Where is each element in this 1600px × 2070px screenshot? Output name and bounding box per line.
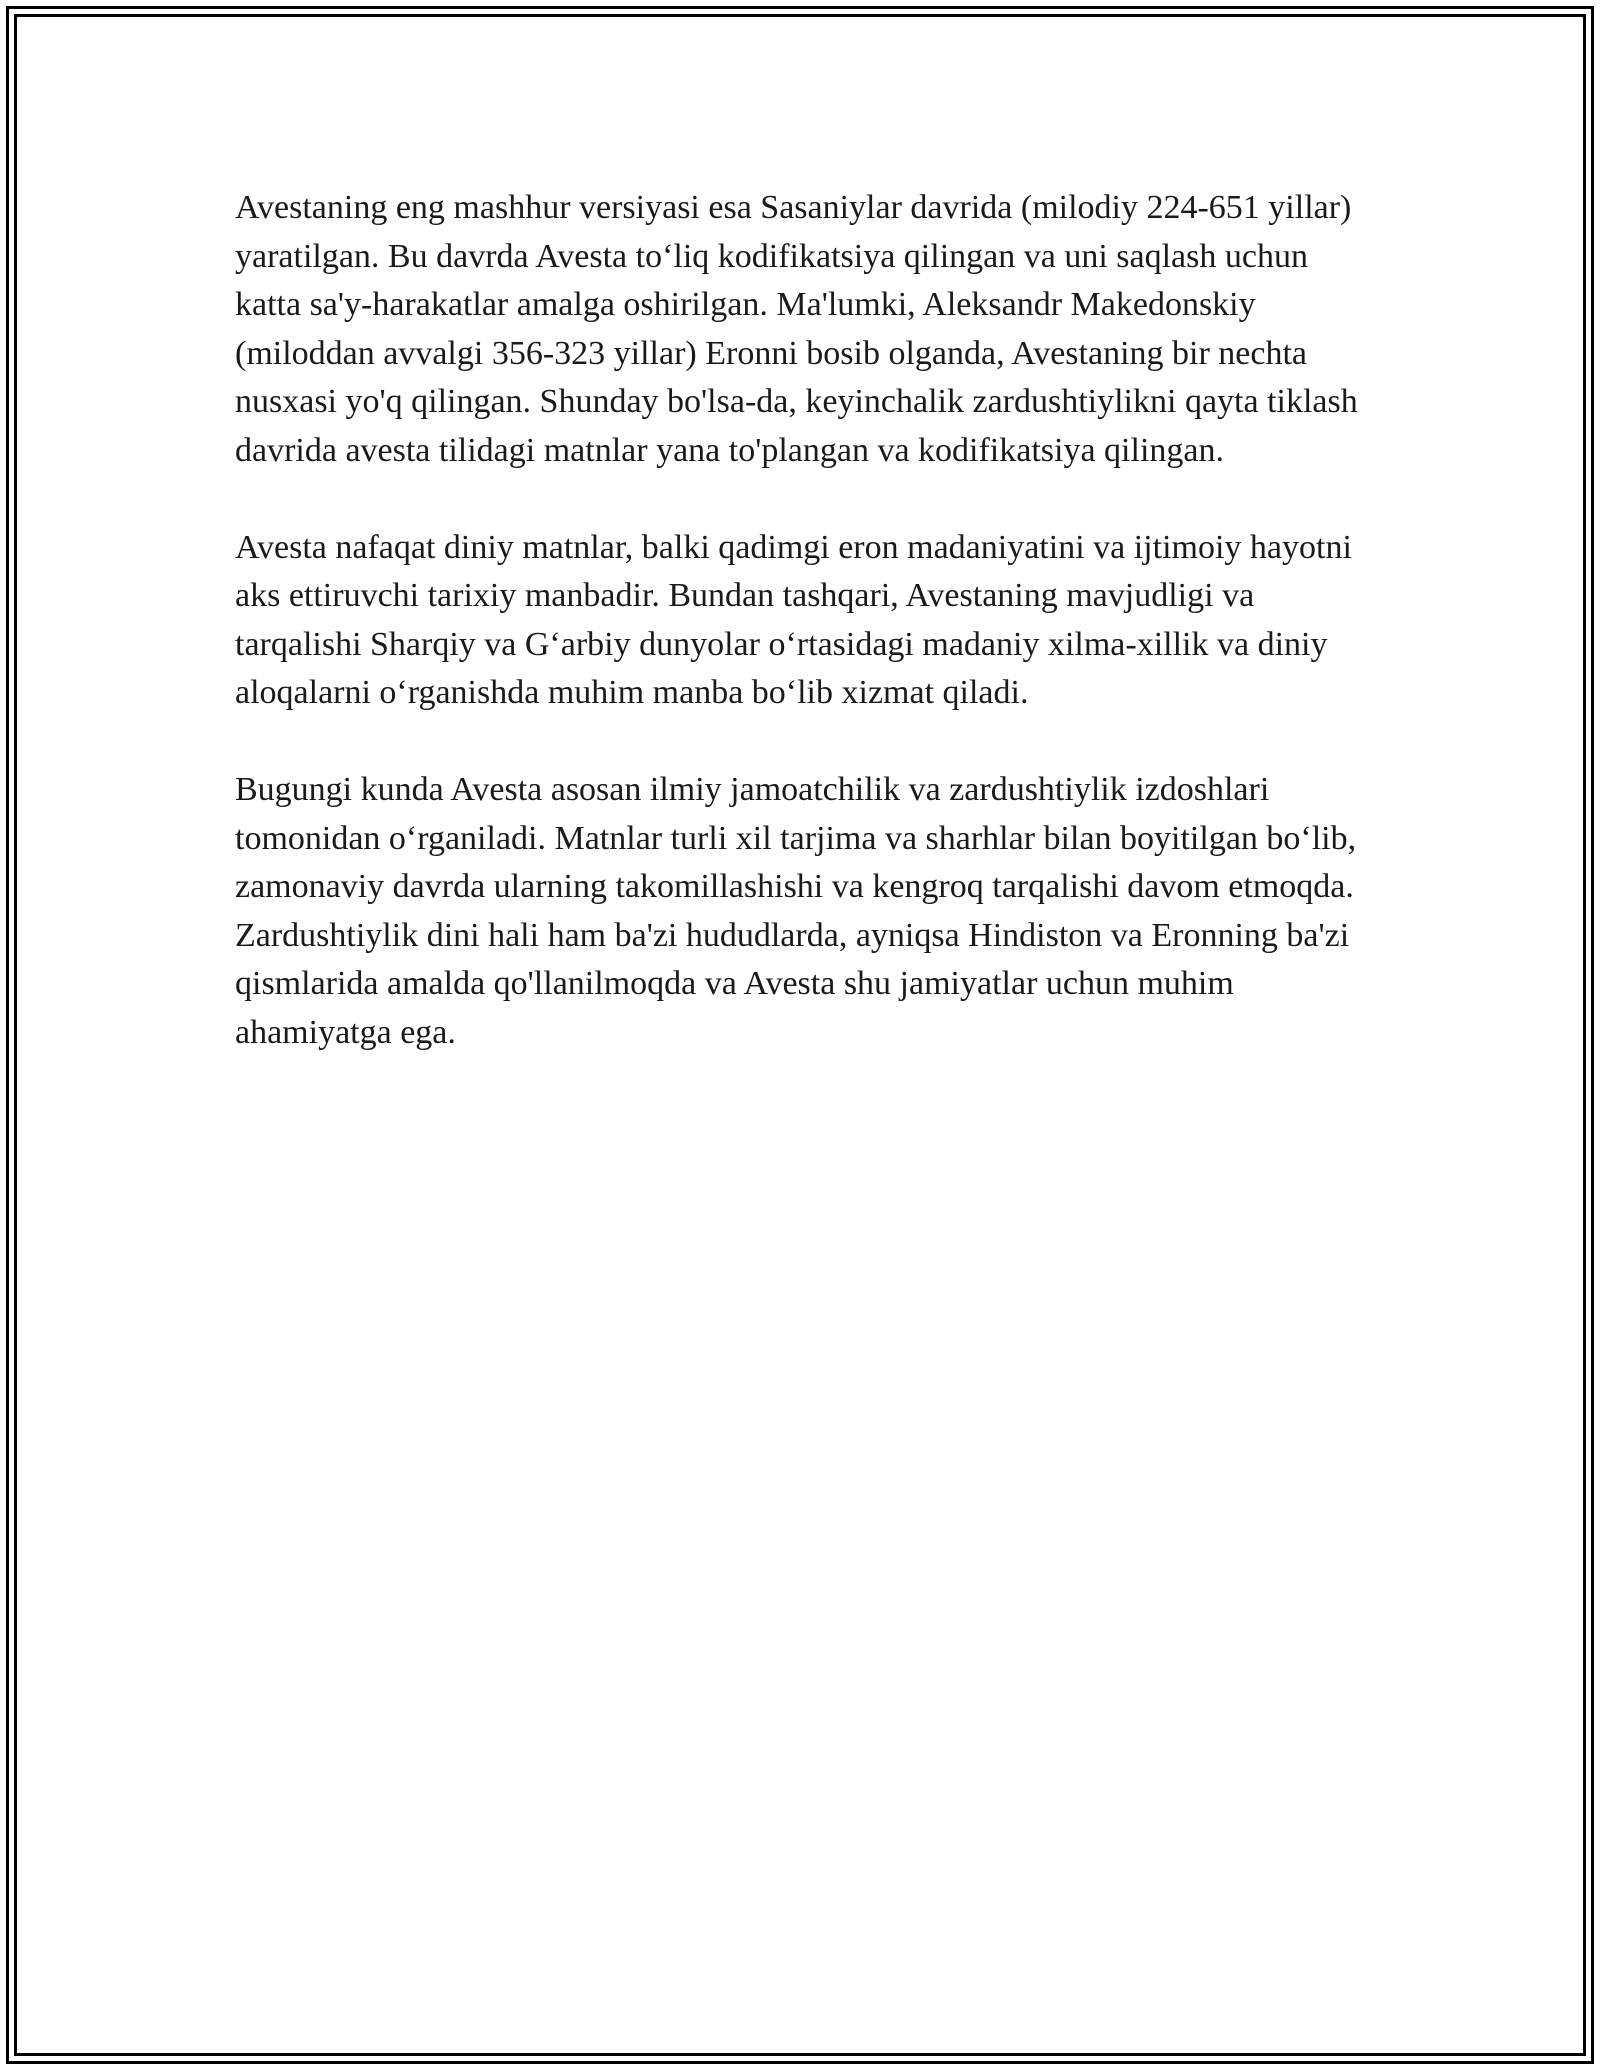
paragraph-2: Avesta nafaqat diniy matnlar, balki qadimgi eron madaniyatini va ijtimoiy hayotni aks ettiruvchi tarixiy manbadir. Bundan tashqari, Avestaning mavjudligi va tarqalishi Sharqiy va G‘arbiy dunyolar o‘rtasidagi madaniy xilma-xillik va diniy aloqalarni o‘rganishda muhim manba bo‘lib xizmat qiladi. (235, 528, 1352, 711)
document-body (235, 184, 1365, 1106)
paragraph-1: Avestaning eng mashhur versiyasi esa Sasaniylar davrida (milodiy 224-651 yillar) yaratilgan. Bu davrda Avesta to‘liq kodifikatsiya qilingan va uni saqlash uchun katta sa'y-harakatlar amalga oshirilgan. Ma'lumki, Aleksandr Makedonskiy (miloddan avvalgi 356-323 yillar) Eronni bosib olganda, Avestaning bir nechta nusxasi yo'q qilingan. Shunday bo'lsa-da, keyinchalik zardushtiylikni qayta tiklash davrida avesta tilidagi matnlar yana to'plangan va kodifikatsiya qilingan. (235, 189, 1358, 469)
paragraph-3: Bugungi kunda Avesta asosan ilmiy jamoatchilik va zardushtiylik izdoshlari tomonidan o‘rganiladi. Matnlar turli xil tarjima va sharhlar bilan boyitilgan bo‘lib, zamonaviy davrda ularning takomillashishi va kengroq tarqalishi davom etmoqda. Zardushtiylik dini hali ham ba'zi hududlarda, ayniqsa Hindiston va Eronning ba'zi qismlarida amalda qo'llanilmoqda va Avesta shu jamiyatlar uchun muhim ahamiyatga ega. (235, 771, 1357, 1051)
